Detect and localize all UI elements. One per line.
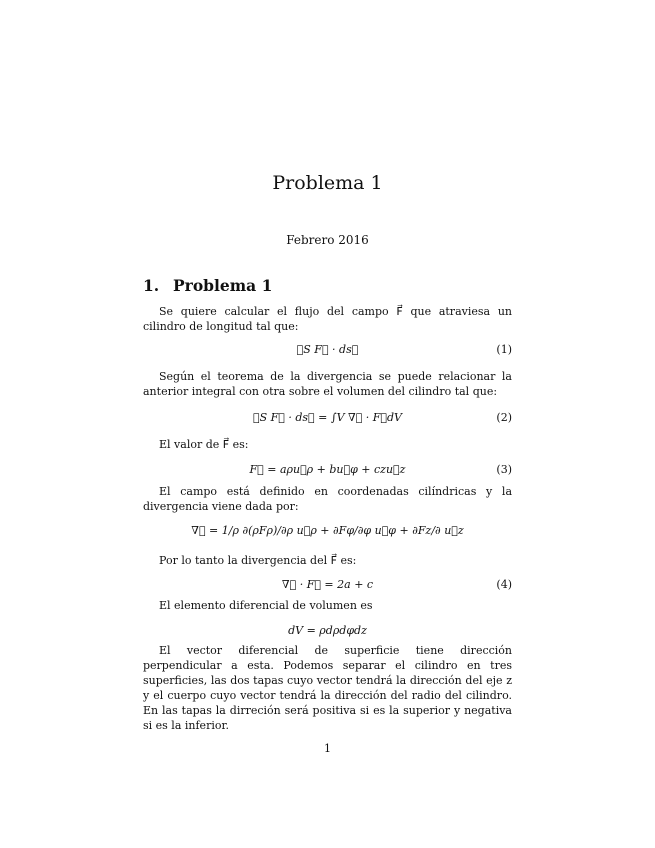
paragraph: El valor de F⃗ es: xyxy=(159,438,249,451)
equation-body: ∮S F⃗ · ds⃗ xyxy=(296,343,359,356)
equation-body: ∇⃗ · F⃗ = 2a + c xyxy=(281,578,374,591)
paragraph: El vector diferencial de superficie tiene dirección perpendicular a esta. Podemos separar el cilindro en tres superficies, las dos tapas cuyo vector tendrá la dirección del eje z y el cuerpo cuyo vector tendrá la dirección del radio del cilindro. En las tapas la dirreción será positiva si es la superior y negativa si es la inferior. xyxy=(143,644,512,732)
equation-1 xyxy=(143,343,512,363)
section-heading xyxy=(143,276,272,295)
equation-number: (1) xyxy=(496,343,512,356)
paragraph: El elemento diferencial de volumen es xyxy=(159,599,373,612)
paragraph: Según el teorema de la divergencia se puede relacionar la anterior integral con otra sobre el volumen del cilindro tal que: xyxy=(143,370,512,398)
section-number: 1. xyxy=(143,276,160,295)
equation-number: (4) xyxy=(496,578,512,591)
equation-4 xyxy=(143,578,512,596)
equation-3 xyxy=(143,463,512,481)
paragraph: Por lo tanto la divergencia del F⃗ es: xyxy=(159,554,357,567)
equation-body: ∇⃗ = 1/ρ ∂(ρFρ)/∂ρ u⃗ρ + ∂Fφ/∂φ u⃗φ + ∂Fz/∂ u⃗z xyxy=(191,524,464,537)
equation-body: dV = ρdρdφdz xyxy=(288,624,367,637)
paragraph: Se quiere calcular el flujo del campo F⃗ que atraviesa un cilindro de longitud tal que: xyxy=(143,305,512,333)
equation-body: F⃗ = aρu⃗ρ + bu⃗φ + czu⃗z xyxy=(249,463,406,476)
equation-number: (2) xyxy=(496,411,512,424)
paragraph: El campo está definido en coordenadas cilíndricas y la divergencia viene dada por: xyxy=(143,485,512,513)
section-title: Problema 1 xyxy=(173,276,273,295)
equation-body: ∮S F⃗ · ds⃗ = ∫V ∇⃗ · F⃗dV xyxy=(252,411,402,424)
date: Febrero 2016 xyxy=(286,233,369,247)
page-number: 1 xyxy=(324,742,331,755)
equation-number: (3) xyxy=(496,463,512,476)
equation-dv xyxy=(143,624,512,642)
page-title: Problema 1 xyxy=(272,172,383,194)
equation-divergence xyxy=(143,524,512,544)
equation-2 xyxy=(143,411,512,431)
